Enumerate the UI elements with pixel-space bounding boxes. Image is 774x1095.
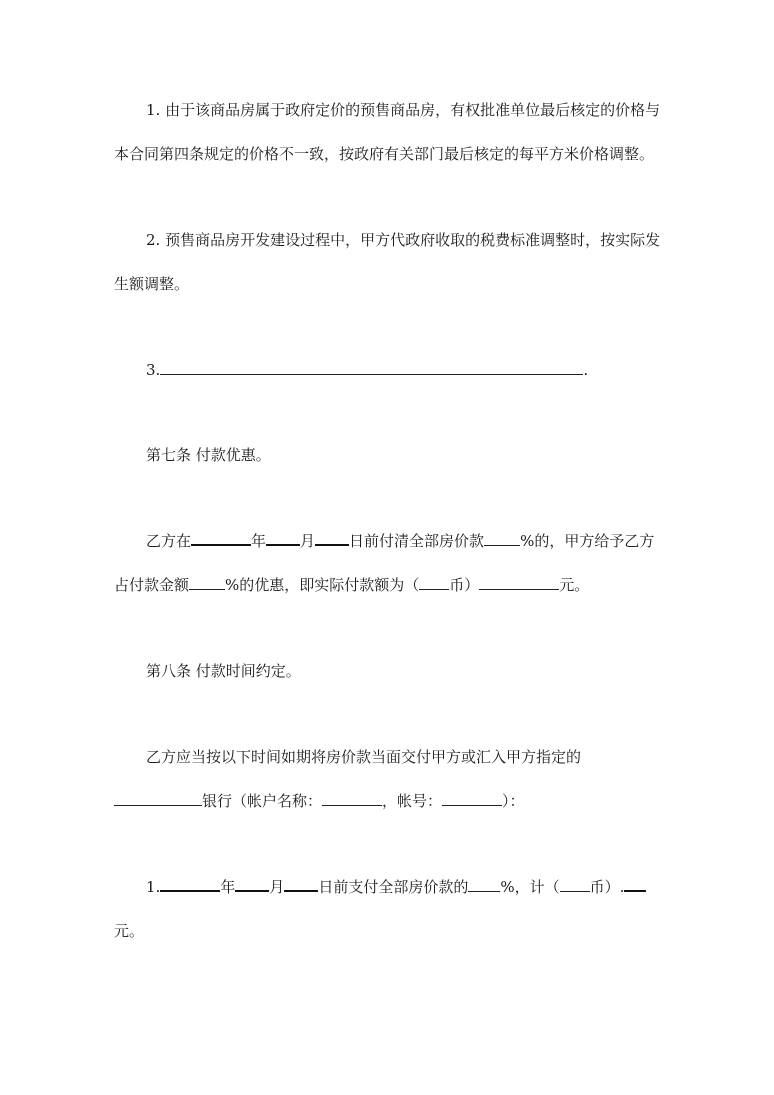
article-7-heading: 第七条 付款优惠。	[146, 446, 271, 464]
text: 年	[251, 532, 267, 550]
item-number: 1.	[146, 878, 161, 896]
blank-day[interactable]	[284, 876, 318, 892]
article-8-intro: 乙方应当按以下时间如期将房价款当面交付甲方或汇入甲方指定的	[146, 748, 582, 766]
blank-amount[interactable]	[479, 575, 559, 590]
text: 银行（帐户名称：	[202, 792, 323, 810]
clause-6-item-2-line-1: 2. 预售商品房开发建设过程中，甲方代政府收取的税费标准调整时，按实际发	[146, 231, 661, 249]
blank-month[interactable]	[266, 530, 300, 546]
text: %的，甲方给予乙方	[520, 532, 655, 550]
blank-account-name[interactable]	[322, 791, 382, 806]
blank-year[interactable]	[160, 876, 220, 892]
blank-percent[interactable]	[468, 877, 500, 892]
blank-field[interactable]	[160, 360, 583, 375]
text: %，计（	[500, 878, 560, 896]
payment-item-1-line-2: 元。	[114, 922, 145, 940]
text: 日前付清全部房价款	[349, 532, 485, 550]
text: 月	[300, 532, 316, 550]
article-7-line-2	[114, 574, 589, 596]
text: 币）	[449, 576, 480, 594]
blank-account-number[interactable]	[442, 791, 502, 806]
blank-bank-name[interactable]	[114, 791, 202, 806]
text: ）：	[502, 792, 525, 810]
text: ，帐号：	[382, 792, 443, 810]
article-7-line-1	[146, 530, 654, 552]
text: 占付款金额	[114, 576, 190, 594]
blank-month[interactable]	[235, 876, 269, 892]
article-8-heading: 第八条 付款时间约定。	[146, 662, 301, 680]
clause-6-item-2-line-2: 生额调整。	[114, 275, 190, 293]
text: 月	[269, 878, 285, 896]
clause-6-item-1-line-2: 本合同第四条规定的价格不一致，按政府有关部门最后核定的每平方米价格调整。	[114, 145, 655, 163]
text: 年	[220, 878, 236, 896]
text: 乙方在	[146, 532, 192, 550]
blank-discount-percent[interactable]	[189, 575, 225, 590]
clause-6-item-3	[146, 359, 588, 381]
text: 元。	[559, 576, 590, 594]
text: 币）.	[589, 878, 625, 896]
blank-day[interactable]	[315, 530, 349, 546]
blank-currency[interactable]	[560, 877, 590, 892]
clause-6-item-1-line-1: 1. 由于该商品房属于政府定价的预售商品房，有权批准单位最后核定的价格与	[146, 101, 661, 119]
payment-item-1-line-1	[146, 876, 646, 898]
item-end-period: .	[583, 361, 589, 379]
article-8-bank-line	[114, 790, 525, 812]
blank-currency[interactable]	[419, 575, 449, 590]
item-number: 3.	[146, 361, 161, 379]
blank-percent[interactable]	[484, 531, 520, 546]
blank-amount[interactable]	[624, 876, 646, 892]
blank-year[interactable]	[191, 530, 251, 546]
text: 日前支付全部房价款的	[318, 878, 469, 896]
text: %的优惠，即实际付款额为（	[225, 576, 420, 594]
